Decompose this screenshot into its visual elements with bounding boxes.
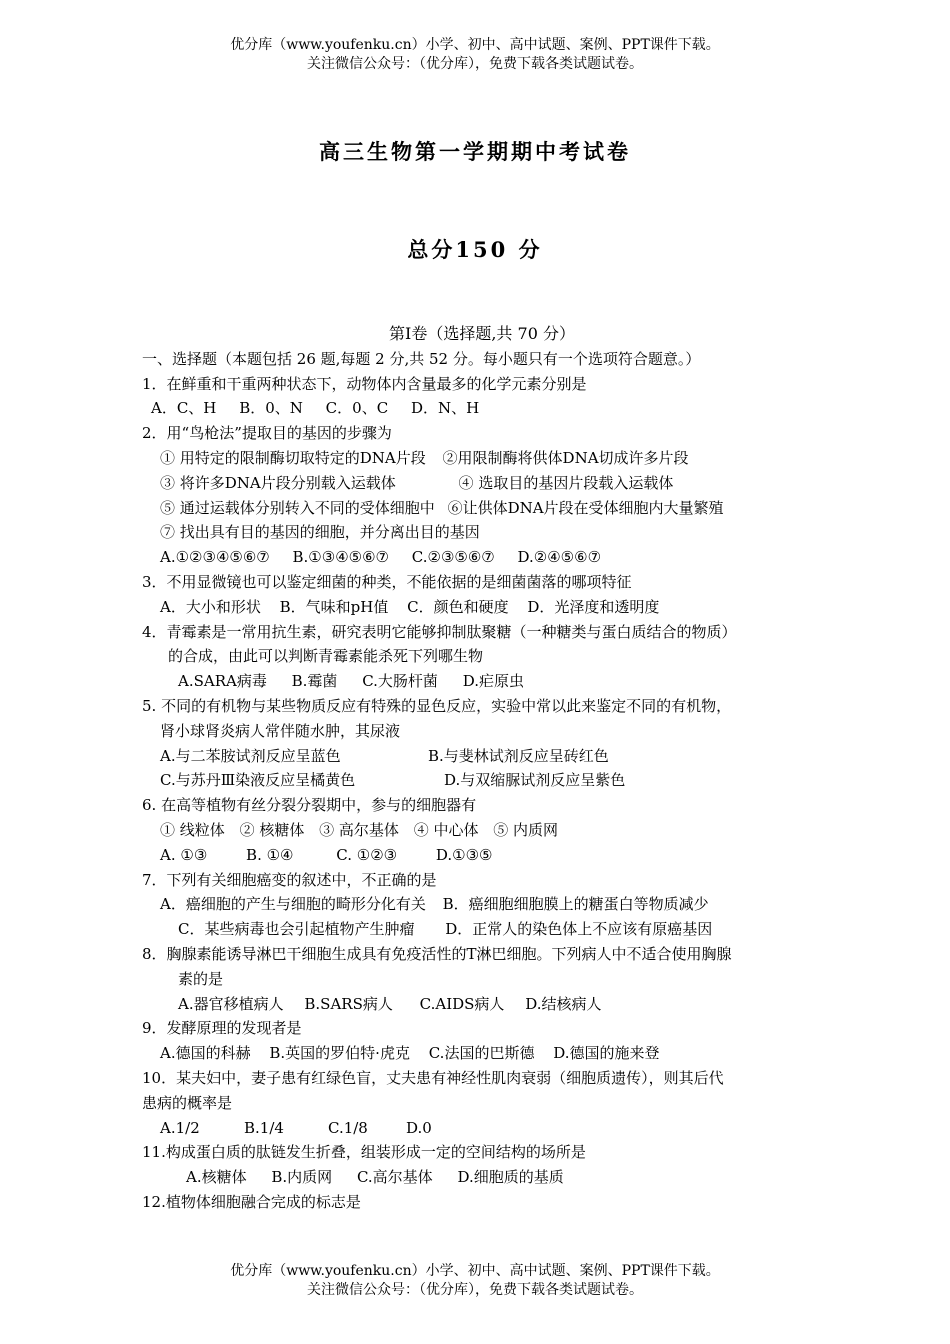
header-line-1: 优分库（www.youfenku.cn）小学、初中、高中试题、案例、PPT课件下载。 [230, 37, 720, 53]
question-1-options [142, 396, 822, 421]
q1-option-a: A．C、H [151, 399, 217, 418]
q7-option-d: D．正常人的染色体上不应该有原癌基因 [445, 920, 713, 939]
q5-option-b: B.与斐林试剂反应呈砖红色 [428, 746, 609, 765]
q8-option-a: A.器官移植病人 [178, 994, 284, 1013]
q6-item-3: ③ 高尔基体 [319, 820, 399, 839]
question-4-stem-cont: 的合成，由此可以判断青霉素能杀死下列哪生物 [168, 647, 484, 666]
exam-title: 高三生物第一学期期中考试卷 [319, 139, 631, 164]
exam-content [142, 322, 822, 1215]
q10-option-a: A.1/2 [160, 1118, 200, 1137]
question-10-options [142, 1116, 822, 1141]
question-5-options-2 [142, 768, 822, 793]
question-8-stem: 8．胸腺素能诱导淋巴干细胞生成具有免疫活性的T淋巴细胞。下列病人中不适合使用胸腺 [142, 944, 732, 963]
total-score: 总分150 分 [407, 237, 543, 262]
q4-option-d: D.疟原虫 [462, 672, 524, 691]
q9-option-b: B.英国的罗伯特·虎克 [269, 1044, 410, 1063]
question-7-options-2 [142, 917, 822, 942]
question-5-stem-cont: 肾小球肾炎病人常伴随水肿，其尿液 [160, 721, 401, 740]
q3-option-c: C．颜色和硬度 [407, 597, 509, 616]
question-11-stem: 11.构成蛋白质的肽链发生折叠，组装形成一定的空间结构的场所是 [142, 1143, 586, 1162]
section-heading: 第Ⅰ卷（选择题,共 70 分） [389, 324, 575, 343]
question-6-options [142, 843, 822, 868]
question-3-stem: 3．不用显微镜也可以鉴定细菌的种类，不能依据的是细菌菌落的哪项特征 [142, 572, 632, 591]
question-10-stem-cont: 患病的概率是 [142, 1093, 233, 1112]
q9-option-d: D.德国的施来登 [553, 1044, 660, 1063]
q3-option-d: D．光泽度和透明度 [527, 597, 660, 616]
question-5-stem: 5. 不同的有机物与某些物质反应有特殊的显色反应，实验中常以此来鉴定不同的有机物， [142, 696, 732, 715]
q4-option-c: C.大肠杆菌 [362, 672, 438, 691]
question-2-steps-1 [142, 446, 822, 471]
question-9-options [142, 1041, 822, 1066]
q7-option-c: C．某些病毒也会引起植物产生肿瘤 [178, 920, 415, 939]
question-3-options [142, 595, 822, 620]
q6-item-4: ④ 中心体 [413, 820, 479, 839]
q8-option-d: D.结核病人 [525, 994, 602, 1013]
q8-option-c: C.AIDS病人 [419, 994, 505, 1013]
q3-option-a: A．大小和形状 [160, 597, 261, 616]
question-5-options-1 [142, 744, 822, 769]
q1-option-d: D．N、H [410, 399, 480, 418]
q5-option-c: C.与苏丹Ⅲ染液反应呈橘黄色 [160, 771, 356, 790]
q3-option-b: B．气味和pH值 [279, 597, 389, 616]
q2-step-2: ②用限制酶将供体DNA切成许多片段 [442, 448, 689, 467]
question-4-stem: 4．青霉素是一常用抗生素，研究表明它能够抑制肽聚糖（一种糖类与蛋白质结合的物质） [142, 622, 737, 641]
section-instructions: 一、选择题（本题包括 26 题,每题 2 分,共 52 分。每小题只有一个选项符合题意。） [142, 349, 701, 368]
q6-option-d: D.①③⑤ [435, 845, 493, 864]
page-header [0, 36, 950, 74]
q2-step-5: ⑤ 通过运载体分别转入不同的受体细胞中 [160, 498, 435, 517]
q2-step-6: ⑥让供体DNA片段在受体细胞内大量繁殖 [447, 498, 724, 517]
question-2-step-7: ⑦ 找出具有目的基因的细胞，并分离出目的基因 [160, 523, 480, 542]
q11-option-b: B.内质网 [271, 1168, 333, 1187]
q11-option-a: A.核糖体 [186, 1168, 247, 1187]
footer-line-2: 关注微信公众号：（优分库），免费下载各类试题试卷。 [307, 1282, 643, 1298]
q10-option-c: C.1/8 [328, 1118, 368, 1137]
q2-option-c: C.②③⑤⑥⑦ [411, 548, 495, 567]
question-8-options [142, 992, 822, 1017]
question-11-options [142, 1165, 822, 1190]
q9-option-c: C.法国的巴斯德 [428, 1044, 535, 1063]
question-7-options-1 [142, 892, 822, 917]
q4-option-b: B.霉菌 [291, 672, 338, 691]
q6-option-a: A. ①③ [160, 845, 208, 864]
q2-option-d: D.②④⑤⑥⑦ [517, 548, 602, 567]
question-4-options [142, 669, 822, 694]
q8-option-b: B.SARS病人 [304, 994, 393, 1013]
question-2-steps-2 [142, 471, 822, 496]
q2-step-3: ③ 将许多DNA片段分别载入运载体 [160, 473, 396, 492]
question-1-stem: 1．在鲜重和干重两种状态下，动物体内含量最多的化学元素分别是 [142, 374, 587, 393]
q2-step-4: ④ 选取目的基因片段载入运载体 [458, 473, 674, 492]
q6-item-5: ⑤ 内质网 [493, 820, 559, 839]
q6-item-1: ① 线粒体 [160, 820, 225, 839]
question-6-stem: 6. 在高等植物有丝分裂分裂期中，参与的细胞器有 [142, 796, 477, 815]
question-2-stem: 2．用“鸟枪法”提取目的基因的步骤为 [142, 424, 392, 443]
q1-option-b: B．0、N [239, 399, 303, 418]
question-2-options [142, 545, 822, 570]
q2-step-1: ① 用特定的限制酶切取特定的DNA片段 [160, 448, 426, 467]
footer-line-1: 优分库（www.youfenku.cn）小学、初中、高中试题、案例、PPT课件下载。 [230, 1263, 720, 1279]
question-7-stem: 7．下列有关细胞癌变的叙述中，不正确的是 [142, 870, 437, 889]
q2-option-b: B.①③④⑤⑥⑦ [292, 548, 389, 567]
q10-option-d: D.0 [406, 1118, 432, 1137]
page-footer [0, 1262, 950, 1300]
question-9-stem: 9．发酵原理的发现者是 [142, 1019, 302, 1038]
question-8-stem-cont: 素的是 [178, 969, 224, 988]
q5-option-a: A.与二苯胺试剂反应呈蓝色 [160, 746, 341, 765]
q7-option-b: B．癌细胞细胞膜上的糖蛋白等物质减少 [442, 895, 709, 914]
q6-option-c: C. ①②③ [336, 845, 398, 864]
q6-option-b: B. ①④ [246, 845, 294, 864]
q9-option-a: A.德国的科赫 [160, 1044, 251, 1063]
header-line-2: 关注微信公众号：（优分库），免费下载各类试题试卷。 [307, 56, 643, 72]
question-12-stem: 12.植物体细胞融合完成的标志是 [142, 1192, 361, 1211]
q1-option-c: C．0、C [325, 399, 389, 418]
q4-option-a: A.SARA病毒 [178, 672, 267, 691]
q6-item-2: ② 核糖体 [239, 820, 305, 839]
question-2-steps-3 [142, 496, 822, 521]
q7-option-a: A．癌细胞的产生与细胞的畸形分化有关 [160, 895, 426, 914]
q11-option-d: D.细胞质的基质 [457, 1168, 564, 1187]
question-10-stem: 10．某夫妇中，妻子患有红绿色盲，丈夫患有神经性肌肉衰弱（细胞质遗传），则其后代 [142, 1068, 724, 1087]
q11-option-c: C.高尔基体 [356, 1168, 433, 1187]
q10-option-b: B.1/4 [244, 1118, 284, 1137]
q5-option-d: D.与双缩脲试剂反应呈紫色 [444, 771, 626, 790]
question-6-items [142, 818, 822, 843]
q2-option-a: A.①②③④⑤⑥⑦ [160, 548, 270, 567]
